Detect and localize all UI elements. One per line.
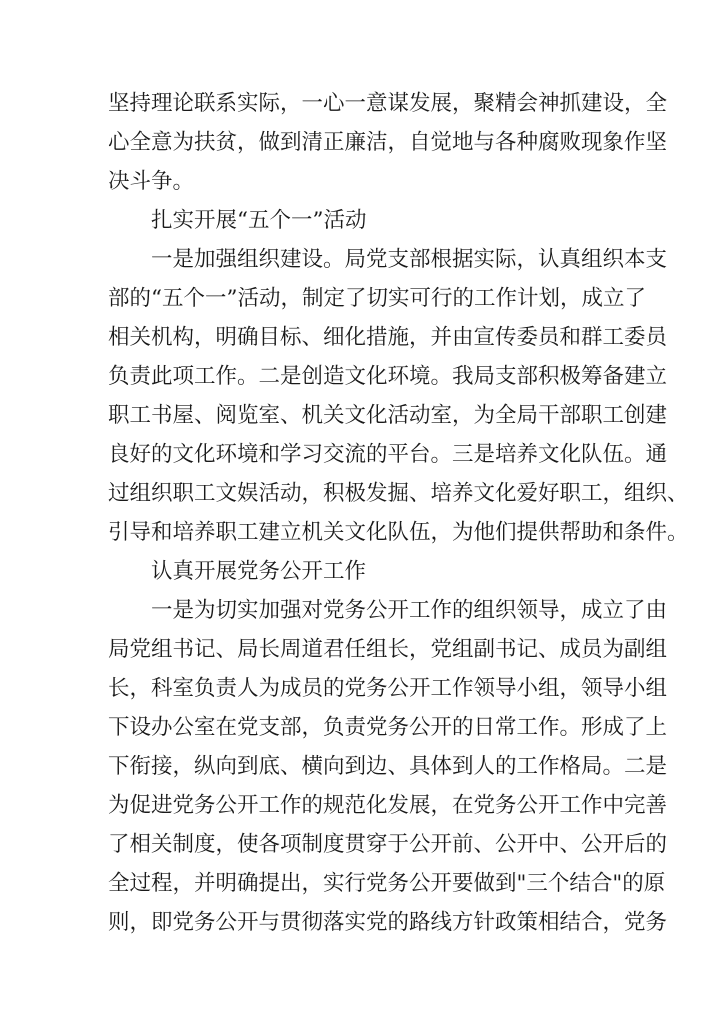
text-line-1: 坚持理论联系实际，一心一意谋发展，聚精会神抓建设，全 xyxy=(108,91,668,116)
text-line-11: 过组织职工文娱活动，积极发掘、培养文化爱好职工，组织、 xyxy=(108,481,689,506)
section-heading-party-affairs: 认真开展党务公开工作 xyxy=(151,559,367,584)
text-line-20: 了相关制度，使各项制度贯穿于公开前、公开中、公开后的 xyxy=(108,832,668,857)
text-line-9: 职工书屋、阅览室、机关文化活动室，为全局干部职工创建 xyxy=(108,403,668,428)
text-line-2: 心全意为扶贫，做到清正廉洁，自觉地与各种腐败现象作坚 xyxy=(108,130,668,155)
text-line-21: 全过程，并明确提出，实行党务公开要做到"三个结合"的原 xyxy=(108,871,666,896)
text-line-7: 相关机构，明确目标、细化措施，并由宣传委员和群工委员 xyxy=(108,325,668,350)
section-heading-five-ones: 扎实开展“五个一”活动 xyxy=(151,208,367,233)
text-line-12: 引导和培养职工建立机关文化队伍，为他们提供帮助和条件。 xyxy=(108,520,689,545)
text-line-19: 为促进党务公开工作的规范化发展，在党务公开工作中完善 xyxy=(108,793,668,818)
text-line-6: 部的“五个一”活动，制定了切实可行的工作计划，成立了 xyxy=(108,286,646,311)
text-line-14: 一是为切实加强对党务公开工作的组织领导，成立了由 xyxy=(151,598,668,623)
text-line-17: 下设办公室在党支部，负责党务公开的日常工作。形成了上 xyxy=(108,715,668,740)
text-line-3: 决斗争。 xyxy=(108,169,195,194)
text-line-15: 局党组书记、局长周道君任组长，党组副书记、成员为副组 xyxy=(108,637,668,662)
text-line-10: 良好的文化环境和学习交流的平台。三是培养文化队伍。通 xyxy=(108,442,668,467)
text-line-8: 负责此项工作。二是创造文化环境。我局支部积极筹备建立 xyxy=(108,364,668,389)
text-line-22: 则，即党务公开与贯彻落实党的路线方针政策相结合，党务 xyxy=(108,910,668,935)
document-body xyxy=(108,84,689,942)
text-line-18: 下衔接，纵向到底、横向到边、具体到人的工作格局。二是 xyxy=(108,754,668,779)
text-line-5: 一是加强组织建设。局党支部根据实际，认真组织本支 xyxy=(151,247,668,272)
text-line-16: 长，科室负责人为成员的党务公开工作领导小组，领导小组 xyxy=(108,676,668,701)
